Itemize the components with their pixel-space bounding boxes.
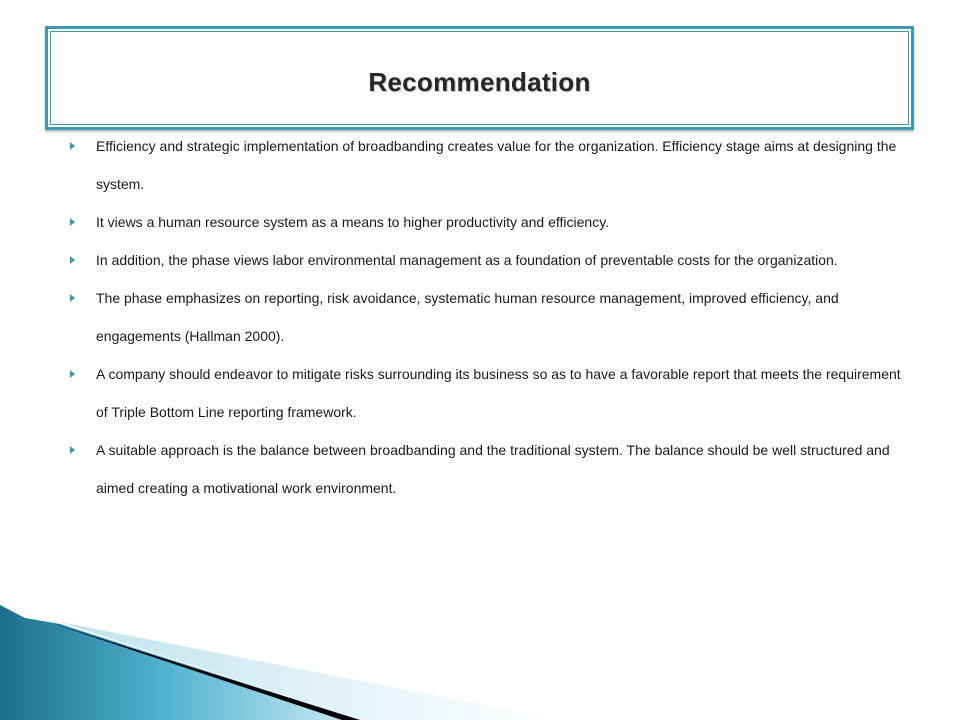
wedge-blue — [0, 605, 360, 720]
bullet-text: The phase emphasizes on reporting, risk avoidance, systematic human resource management, improved efficiency, and engagements (Hallman 2000). — [96, 290, 839, 344]
triangle-bullet-icon — [70, 446, 75, 454]
bullet-item — [70, 203, 910, 241]
bullet-item — [70, 127, 910, 203]
triangle-bullet-icon — [70, 256, 75, 264]
bullet-text: A company should endeavor to mitigate risks surrounding its business so as to have a favorable report that meets the requirement of Triple Bottom Line reporting framework. — [96, 366, 901, 420]
triangle-bullet-icon — [70, 142, 75, 150]
bullet-list — [70, 127, 910, 507]
bullet-text: It views a human resource system as a means to higher productivity and efficiency. — [96, 214, 610, 230]
bullet-text: Efficiency and strategic implementation of broadbanding creates value for the organization. Efficiency stage aims at designing the system. — [96, 138, 897, 192]
bullet-item — [70, 431, 910, 507]
triangle-bullet-icon — [70, 218, 75, 226]
bullet-text: In addition, the phase views labor environmental management as a foundation of preventable costs for the organization. — [96, 252, 838, 268]
title-box — [45, 26, 914, 130]
triangle-bullet-icon — [70, 370, 75, 378]
bullet-item — [70, 355, 910, 431]
bullet-item — [70, 279, 910, 355]
bullet-text: A suitable approach is the balance between broadbanding and the traditional system. The balance should be well structured and aimed creating a motivational work environment. — [96, 442, 890, 496]
triangle-bullet-icon — [70, 294, 75, 302]
bullet-item — [70, 241, 910, 279]
slide-title: Recommendation — [368, 67, 591, 97]
